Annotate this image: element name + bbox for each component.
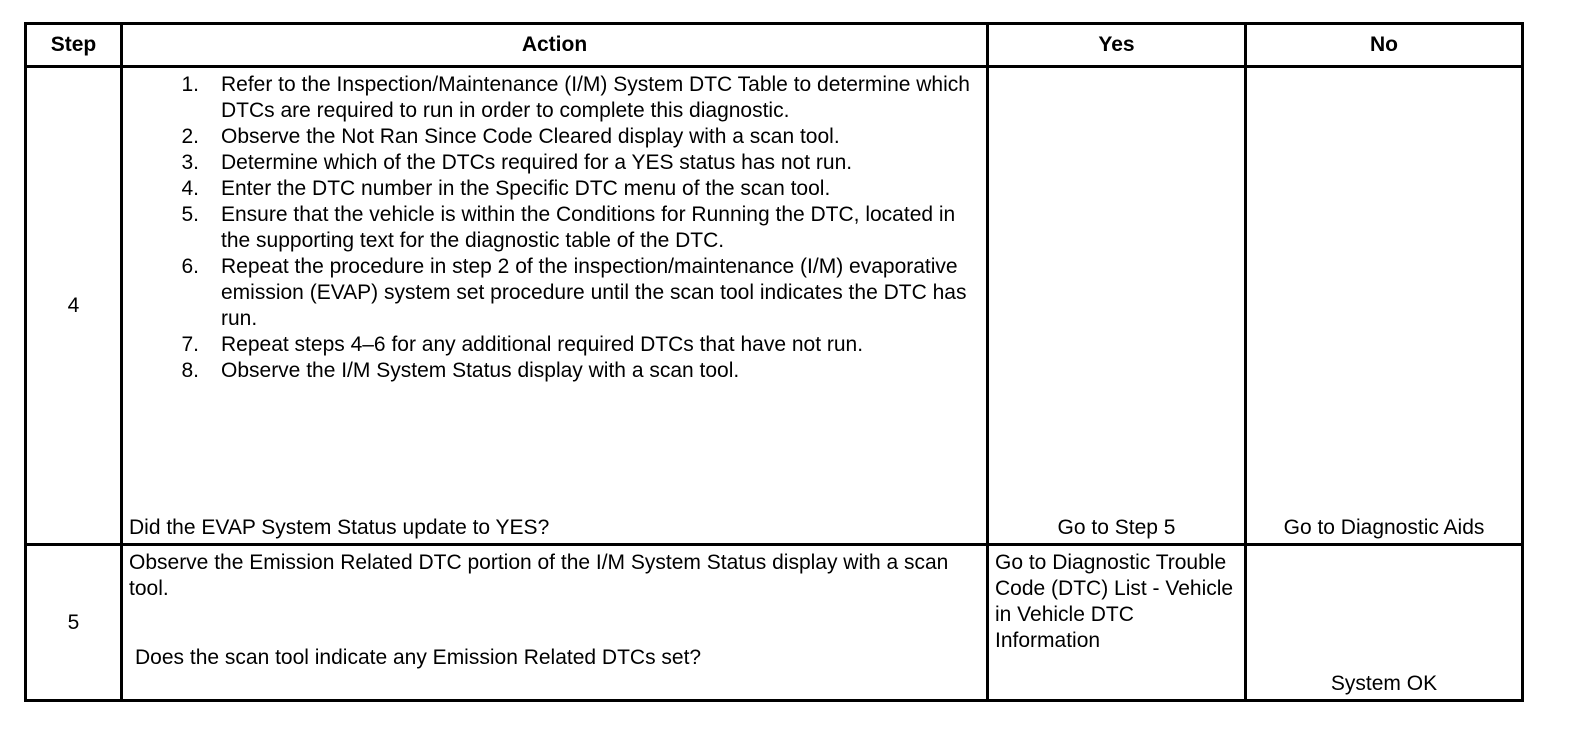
no-result-text: System OK	[1330, 672, 1438, 695]
header-no: No	[1246, 24, 1523, 67]
list-item-number: 4.	[181, 177, 199, 200]
yes-result-text: Go to Diagnostic Trouble Code (DTC) List - Vehicle in Vehicle DTC Information	[995, 551, 1234, 652]
list-item-number: 2.	[181, 125, 199, 148]
yes-result-cell	[988, 545, 1246, 701]
header-yes: Yes	[988, 24, 1246, 67]
list-item-number: 8.	[181, 359, 199, 382]
list-item	[123, 254, 986, 332]
list-item-number: 5.	[181, 203, 199, 226]
action-content	[123, 68, 986, 543]
yes-result-text: Go to Step 5	[1057, 516, 1176, 539]
no-result-cell	[1246, 67, 1523, 545]
header-step: Step	[26, 24, 122, 67]
header-action: Action	[122, 24, 988, 67]
header-row	[26, 24, 1523, 67]
list-item	[123, 358, 986, 384]
action-steps-list	[123, 68, 986, 384]
action-text: Observe the Emission Related DTC portion of the I/M System Status display with a scan tool.	[129, 551, 949, 600]
list-item-number: 1.	[181, 73, 199, 96]
list-item-text: Ensure that the vehicle is within the Conditions for Running the DTC, located in the supporting text for the diagnostic table of the DTC.	[221, 203, 956, 252]
table-row-step-5	[26, 545, 1523, 701]
list-item	[123, 150, 986, 176]
step-question: Did the EVAP System Status update to YES?	[129, 516, 550, 539]
list-item	[123, 72, 986, 124]
diagnostic-table	[24, 22, 1524, 702]
table-row-step-4	[26, 67, 1523, 545]
action-cell	[122, 67, 988, 545]
list-item-text: Repeat the procedure in step 2 of the inspection/maintenance (I/M) evaporative emission (EVAP) system set procedure until the scan tool indicates the DTC has run.	[221, 255, 967, 330]
no-result-text: Go to Diagnostic Aids	[1283, 516, 1485, 539]
list-item-text: Determine which of the DTCs required for a YES status has not run.	[221, 151, 853, 174]
action-cell	[122, 545, 988, 701]
step-question: Does the scan tool indicate any Emission Related DTCs set?	[135, 646, 702, 669]
action-content	[129, 550, 986, 699]
list-item	[123, 176, 986, 202]
list-item-text: Repeat steps 4–6 for any additional required DTCs that have not run.	[221, 333, 864, 356]
list-item-number: 7.	[181, 333, 199, 356]
step-number: 5	[26, 545, 122, 701]
step-number: 4	[26, 67, 122, 545]
list-item-text: Enter the DTC number in the Specific DTC menu of the scan tool.	[221, 177, 831, 200]
list-item	[123, 332, 986, 358]
list-item-number: 6.	[181, 255, 199, 278]
list-item-number: 3.	[181, 151, 199, 174]
list-item-text: Observe the Not Ran Since Code Cleared display with a scan tool.	[221, 125, 840, 148]
list-item-text: Refer to the Inspection/Maintenance (I/M) System DTC Table to determine which DTCs are required to run in order to complete this diagnostic.	[221, 73, 970, 122]
list-item	[123, 124, 986, 150]
yes-result-cell	[988, 67, 1246, 545]
list-item	[123, 202, 986, 254]
no-result-cell	[1246, 545, 1523, 701]
list-item-text: Observe the I/M System Status display with a scan tool.	[221, 359, 740, 382]
